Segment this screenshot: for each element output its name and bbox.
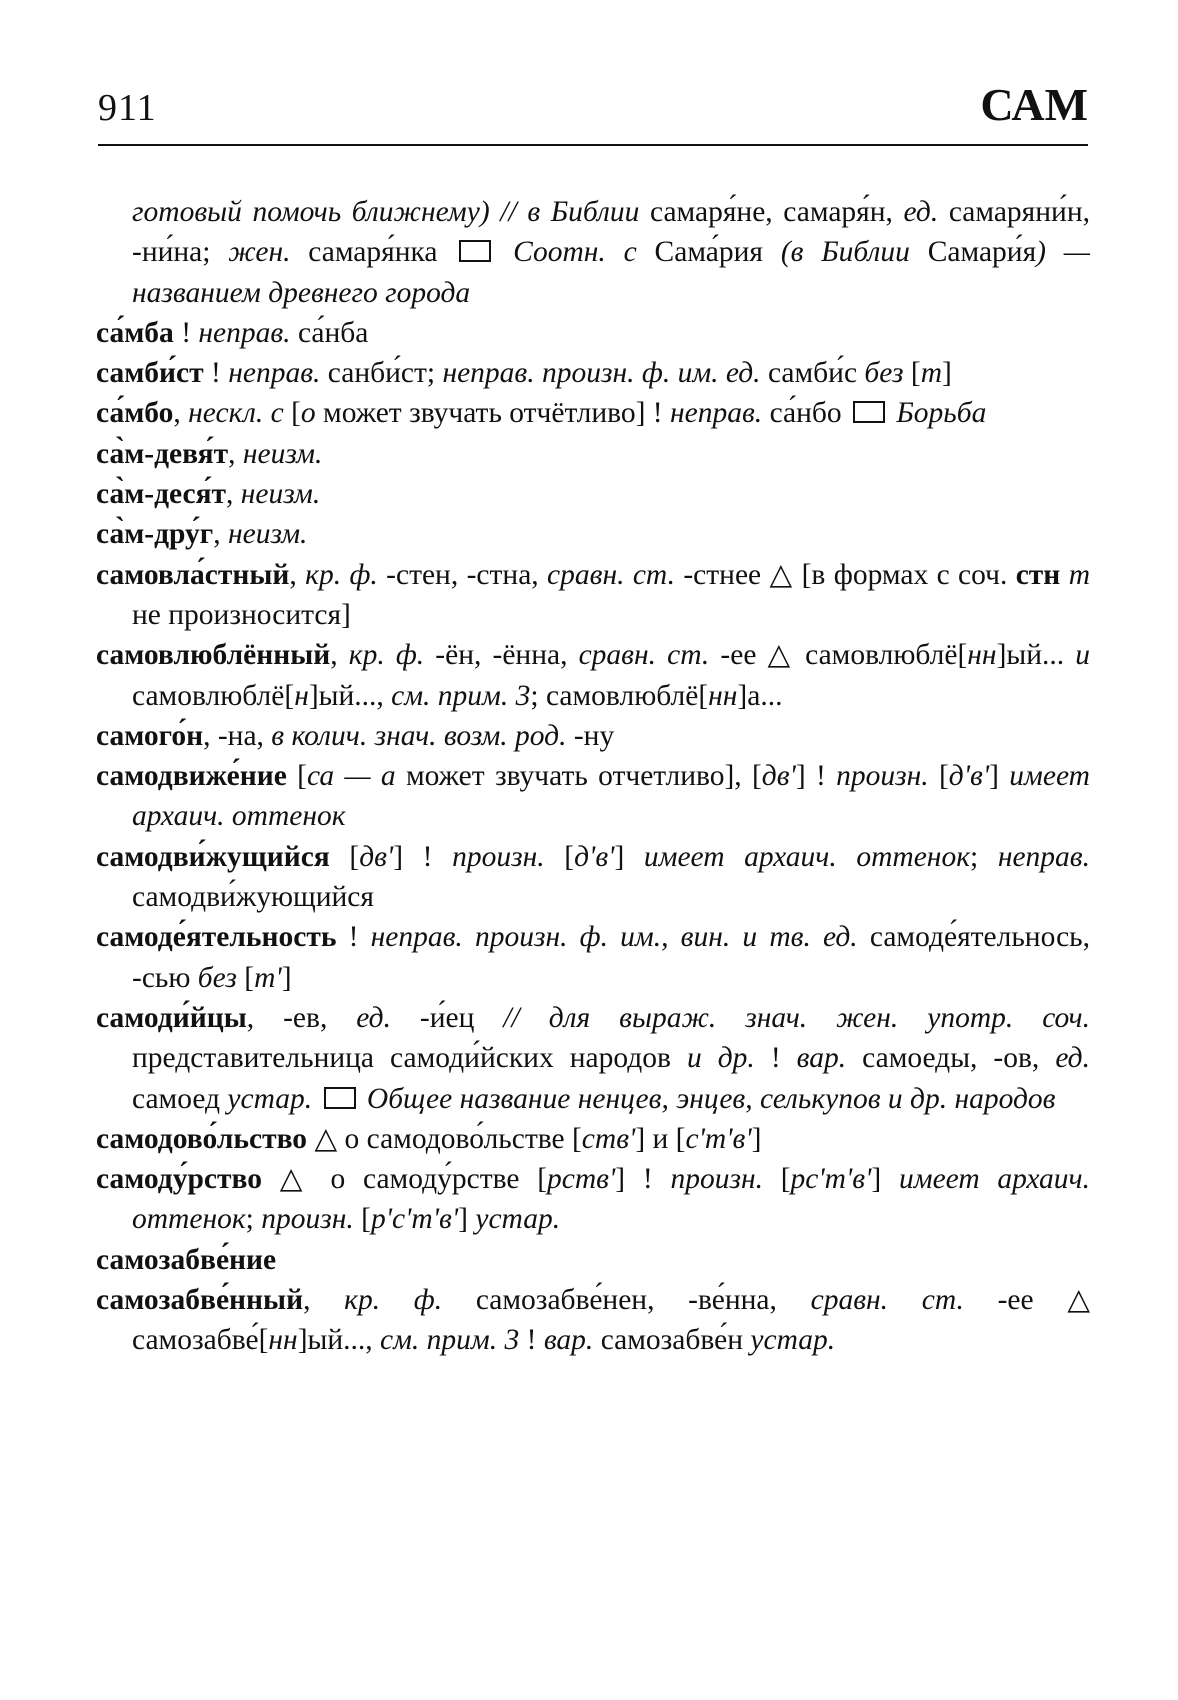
italic-note: дв' [359,840,394,873]
italic-note: (в Библии [780,236,928,269]
entry-text: -и́ец [419,1001,504,1034]
entry-text: са́нба [297,316,369,349]
italic-note: са — а [306,760,406,793]
italic-note: кр. ф. [305,558,387,591]
italic-note: без [864,357,911,390]
entry-text: санби́ст; [327,357,443,390]
entry-text: ! [770,1042,797,1075]
entry-continuation [96,192,1090,313]
dictionary-entry [96,1119,1090,1159]
entry-headword: самовлюблённый [96,639,331,672]
italic-note: нн [708,679,738,712]
italic-note: вар. [796,1042,863,1075]
italic-note: устар. [750,1324,836,1357]
entry-text: ] [989,760,1010,793]
dictionary-entry [96,474,1090,514]
entry-text: , [330,639,349,672]
entry-text: [ [361,1203,371,1236]
entry-text: самоеды, -ов, [862,1042,1056,1075]
entry-text: Самари́я [927,236,1037,269]
italic-note: вар. [543,1324,601,1357]
entry-text: [ [329,840,360,873]
dictionary-entry [96,434,1090,474]
entry-text: ] ! [393,840,453,873]
entry-text: , -ев, [246,1001,357,1034]
italic-note: неизм. [227,518,308,551]
entry-text: самодви́жующийся [132,881,374,914]
entry-text: -ее △ самозабве́[ [132,1284,1091,1357]
italic-note: нескл. с [188,397,292,430]
entry-text: может звучать отчетливо], [ [406,760,762,793]
entry-text: ; [245,1203,262,1236]
entry-headword: самоди́йцы [96,1001,247,1034]
italic-note: произн. [452,840,565,873]
italic-note: кр. ф. [348,639,436,672]
italic-note: произн. [261,1203,362,1236]
italic-note: имеет архаич. оттенок [132,1163,1090,1236]
italic-note: Общее название ненцев, энцев, селькупов и др. народов [359,1082,1056,1115]
italic-note: неправ. произн. ф. им., вин. и тв. ед. [370,921,870,954]
entry-headword: самозабве́нный [96,1284,304,1317]
italic-note: р'с'т'в' [370,1203,459,1236]
entry-text: , [213,518,228,551]
page-header [98,78,1088,146]
dictionary-entry [96,635,1090,716]
entry-text: ]ый... [996,639,1076,672]
entry-text: самаряни́н, -ни́на; [132,196,1090,269]
dictionary-entry [96,756,1090,837]
entry-headword: самоду́рство [96,1163,262,1196]
entry-text: [ [564,840,575,873]
italic-note: н [294,679,309,712]
italic-note: см. прим. 3 [380,1324,527,1357]
entry-text: ] и [ [635,1122,686,1155]
italic-note: неправ. [198,316,298,349]
entries-list [96,192,1090,1361]
italic-note: устар. [227,1082,320,1115]
entry-text: -стен, -стна, [386,558,548,591]
entry-text: ] [458,1203,476,1236]
entry-text: [ [780,1163,791,1196]
entry-text: представительница самоди́йских народов [132,1042,687,1075]
entry-text: самовлюблё[ [132,679,295,712]
etymology-box-icon [324,1087,356,1109]
dictionary-entry [96,998,1090,1119]
entry-headword: самодви́жущийся [96,840,330,873]
entry-text: может звучать отчётливо] ! [323,397,671,430]
italic-note: с'т'в' [685,1122,752,1155]
entry-text: ]ый..., [308,679,392,712]
italic-note: неправ. произн. ф. им. ед. [442,357,768,390]
dictionary-entry [96,313,1090,353]
italic-note: д'в' [948,760,990,793]
italic-note: дв' [761,760,796,793]
entry-headword: самодвиже́ние [96,760,287,793]
entry-text: ; [970,840,998,873]
italic-note: Соотн. с [495,236,655,269]
entry-text: , [226,478,241,511]
entry-headword: са́мбо [96,397,174,430]
italic-note: т' [254,961,282,994]
dictionary-entry [96,1240,1090,1280]
dictionary-entry [96,1159,1090,1240]
entry-text: самозабве́нен, -ве́нна, [475,1284,811,1317]
entry-text: [ [244,961,255,994]
entry-text: ]а... [737,679,783,712]
entry-text: не произносится] [132,598,351,631]
italic-note: // для выраж. знач. жен. употр. соч. [503,1001,1090,1034]
entry-text: ] ! [615,1163,671,1196]
italic-note: неизм. [240,478,321,511]
dictionary-entry [96,837,1090,918]
italic-note: устар. [475,1203,561,1236]
entry-text: , [173,397,189,430]
italic-note: жен. [228,236,309,269]
entry-text: самаря́нка [308,236,456,269]
entry-headword: самозабве́ние [96,1243,277,1276]
dictionary-entry [96,555,1090,636]
entry-text: ] [751,1122,762,1155]
italic-note: имеет архаич. оттенок [132,760,1090,833]
italic-note: неправ. [228,357,328,390]
entry-text: [ [286,760,307,793]
dictionary-entry [96,1280,1090,1361]
italic-note: сравн. ст. [547,558,684,591]
italic-note: сравн. ст. [578,639,721,672]
entry-text: -ну [573,719,615,752]
italic-note: и [1075,639,1091,672]
entry-text: ] [871,1163,899,1196]
dictionary-entry [96,514,1090,554]
entry-headword: самовла́стный [96,558,290,591]
italic-note: ед. [903,196,949,228]
dictionary-entry [96,393,1090,433]
italic-note: произн. [836,760,939,793]
entry-text: [ [938,760,949,793]
entry-headword: са̀м-девя́т [96,437,229,470]
entry-text: самаря́не, самаря́н, [650,196,904,228]
dictionary-entry [96,917,1090,998]
dictionary-entry [96,353,1090,393]
italic-note: кр. ф. [344,1284,476,1317]
entry-text: -ее △ самовлюблё[ [720,639,968,672]
entry-headword: са̀м-деся́т [96,478,227,511]
running-headword: САМ [980,79,1088,130]
italic-note: о [300,397,324,430]
etymology-box-icon [459,240,491,262]
italic-note: в колич. знач. возм. род. [271,719,574,752]
entry-headword: стн [1015,558,1069,591]
italic-note: неправ. [670,397,770,430]
entry-text: -стнее △ [в формах с соч. [683,558,1016,591]
dictionary-entry [96,716,1090,756]
italic-note: неправ. [997,840,1090,873]
entry-text: ] [942,357,952,390]
entry-headword: самого́н [96,719,204,752]
entry-text: ] [281,961,292,994]
entry-text: , [289,558,306,591]
italic-note: ств' [581,1122,636,1155]
entry-text: ! [173,316,199,349]
italic-note: д'в' [574,840,615,873]
italic-note: т [920,357,942,390]
italic-note: имеет архаич. оттенок [643,840,970,873]
entry-text: △ о самоду́рстве [ [261,1163,548,1196]
entry-text: △ о самодово́льстве [ [307,1122,582,1155]
entry-text: , -на, [203,719,272,752]
italic-note: готовый помочь ближнему) // в Библии [132,196,650,228]
italic-note: ед. [1055,1042,1090,1075]
entry-text: ]ый..., [297,1324,380,1357]
italic-note: нн [967,639,997,672]
page-number: 911 [98,87,157,129]
entry-headword: са́мба [96,316,174,349]
entry-text: са́нбо [769,397,850,430]
entry-text: самозабве́н [600,1324,751,1357]
entry-headword: самоде́ятельность [96,921,337,954]
entry-text: ! [203,357,229,390]
entry-text: самоде́ятельнось, -сью [132,921,1091,994]
entry-text: самоед [132,1082,228,1115]
italic-note: и др. [686,1042,771,1075]
italic-note: ед. [356,1001,420,1034]
entry-text: ; самовлюблё[ [530,679,709,712]
italic-note: т [1068,558,1090,591]
entry-headword: самодово́льство [96,1122,308,1155]
entry-text: Сама́рия [654,236,781,269]
italic-note: Борьба [889,397,987,430]
italic-note: см. прим. 3 [391,679,531,712]
italic-note: нн [268,1324,298,1357]
italic-note: ) — названием древнего города [132,236,1091,309]
italic-note: без [197,961,245,994]
entry-headword: са̀м-дру́г [96,518,214,551]
entry-text: [ [291,397,301,430]
entry-text: -ён, -ённа, [435,639,579,672]
entry-text: ! [336,921,371,954]
entry-text: ] [614,840,644,873]
entry-text: ! [526,1324,544,1357]
etymology-box-icon [853,401,885,423]
italic-note: неизм. [242,437,323,470]
entry-text: , [303,1284,345,1317]
italic-note: произн. [670,1163,781,1196]
entry-text: [ [910,357,921,390]
italic-note: рс'т'в' [790,1163,872,1196]
entry-text: самби́с [767,357,865,390]
entry-text: , [228,437,243,470]
italic-note: рств' [547,1163,616,1196]
italic-note: сравн. ст. [810,1284,998,1317]
entry-text: ] ! [795,760,837,793]
entry-headword: самби́ст [96,357,204,390]
